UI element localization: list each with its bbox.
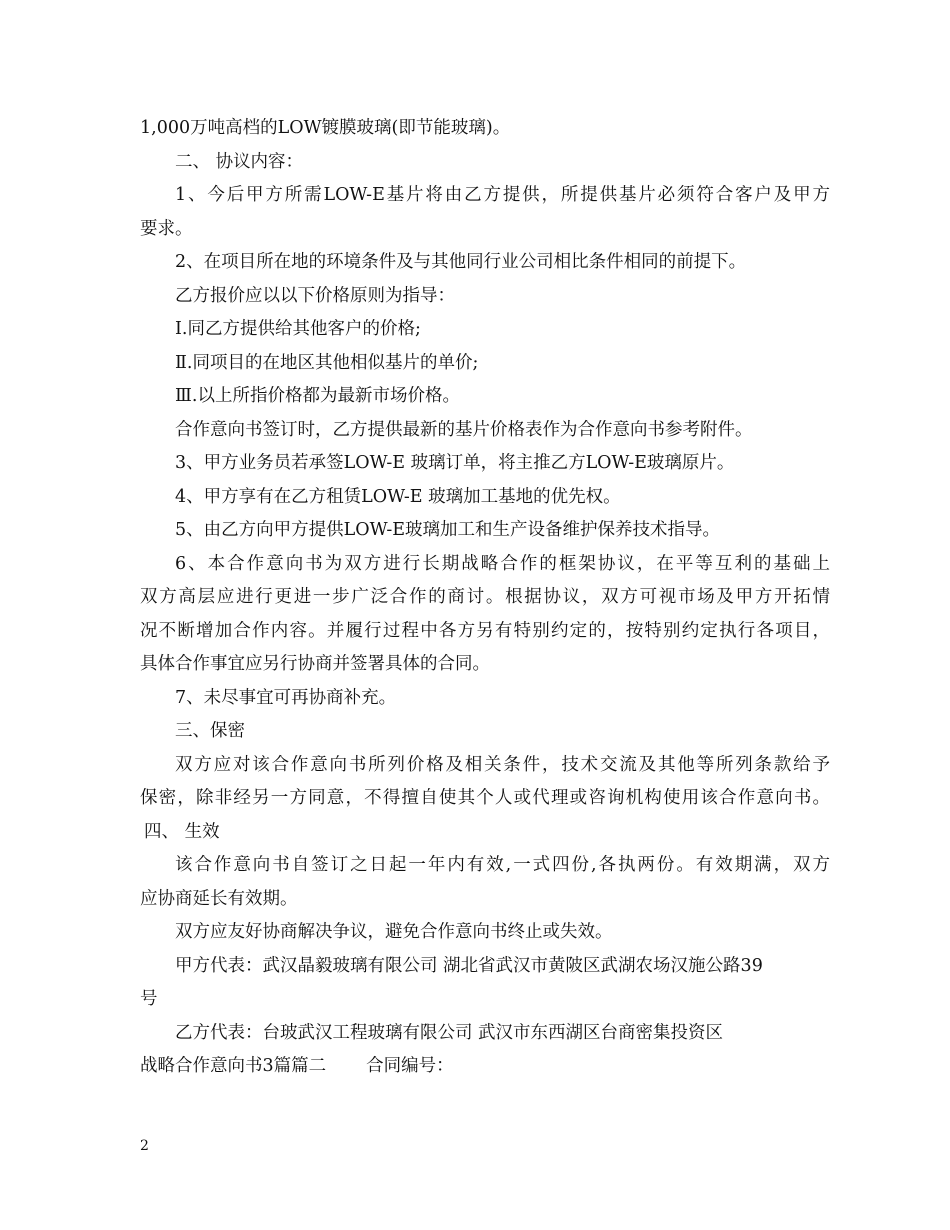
list-item: Ⅲ.以上所指价格都为最新市场价格。 (175, 386, 460, 406)
party-a-line: 甲方代表：武汉晶毅玻璃有限公司 湖北省武汉市黄陂区武湖农场汉施公路39 (175, 955, 763, 976)
section-heading-confidentiality: 三、保密 (175, 721, 245, 741)
paragraph-line: 双方应友好协商解决争议，避免合作意向书终止或失效。 (175, 922, 613, 942)
paragraph-line: 要求。 (140, 218, 193, 239)
paragraph-line: 该合作意向书自签订之日起一年内有效,一式四份,各执两份。有效期满，双方 (175, 855, 830, 875)
section-heading-effectiveness: 四、 生效 (144, 821, 220, 842)
paragraph-line: 6、本合作意向书为双方进行长期战略合作的框架协议，在平等互利的基础上 (175, 553, 830, 574)
next-section-title: 战略合作意向书3篇篇二 (140, 1056, 327, 1076)
paragraph-line: 3、甲方业务员若承签LOW-E 玻璃订单，将主推乙方LOW-E玻璃原片。 (175, 453, 735, 473)
paragraph-line: 合作意向书签订时，乙方提供最新的基片价格表作为合作意向书参考附件。 (175, 419, 753, 440)
paragraph-line: 1、今后甲方所需LOW-E基片将由乙方提供，所提供基片必须符合客户及甲方 (175, 185, 830, 205)
paragraph-line: 况不断增加合作内容。并履行过程中各方另有特别约定的，按特别约定执行各项目， (140, 620, 830, 641)
paragraph-line: 7、未尽事宜可再协商补充。 (175, 687, 397, 708)
paragraph-line: 号 (140, 989, 158, 1009)
page-number: 2 (140, 1138, 149, 1154)
paragraph-line: 1,000万吨高档的LOW镀膜玻璃(即节能玻璃)。 (140, 118, 511, 138)
paragraph-line: 5、由乙方向甲方提供LOW-E玻璃加工和生产设备维护保养技术指导。 (175, 520, 721, 540)
paragraph-line: 2、在项目所在地的环境条件及与其他同行业公司相比条件相同的前提下。 (175, 252, 747, 272)
list-item: Ⅱ.同项目的在地区其他相似基片的单价; (175, 352, 479, 373)
paragraph-line: 4、甲方享有在乙方租赁LOW-E 玻璃加工基地的优先权。 (175, 486, 621, 507)
contract-number-label: 合同编号： (366, 1056, 454, 1076)
section-heading-agreement: 二、 协议内容： (175, 151, 304, 172)
paragraph-line: 具体合作事宜应另行协商并签署具体的合同。 (140, 654, 490, 674)
paragraph-line: 乙方报价应以以下价格原则为指导： (175, 285, 455, 306)
party-b-line: 乙方代表：台玻武汉工程玻璃有限公司 武汉市东西湖区台商密集投资区 (175, 1022, 724, 1043)
paragraph-line: 双方应对该合作意向书所列价格及相关条件，技术交流及其他等所列条款给予 (175, 754, 830, 775)
paragraph-line: 应协商延长有效期。 (140, 888, 298, 909)
document-body (140, 112, 830, 1084)
list-item: Ⅰ.同乙方提供给其他客户的价格; (175, 319, 421, 339)
next-section-line (140, 1050, 830, 1084)
paragraph-line: 保密，除非经另一方同意，不得擅自使其个人或代理或咨询机构使用该合作意向书。 (140, 788, 830, 808)
paragraph-line: 双方高层应进行更进一步广泛合作的商讨。根据协议，双方可视市场及甲方开拓情 (140, 587, 830, 607)
